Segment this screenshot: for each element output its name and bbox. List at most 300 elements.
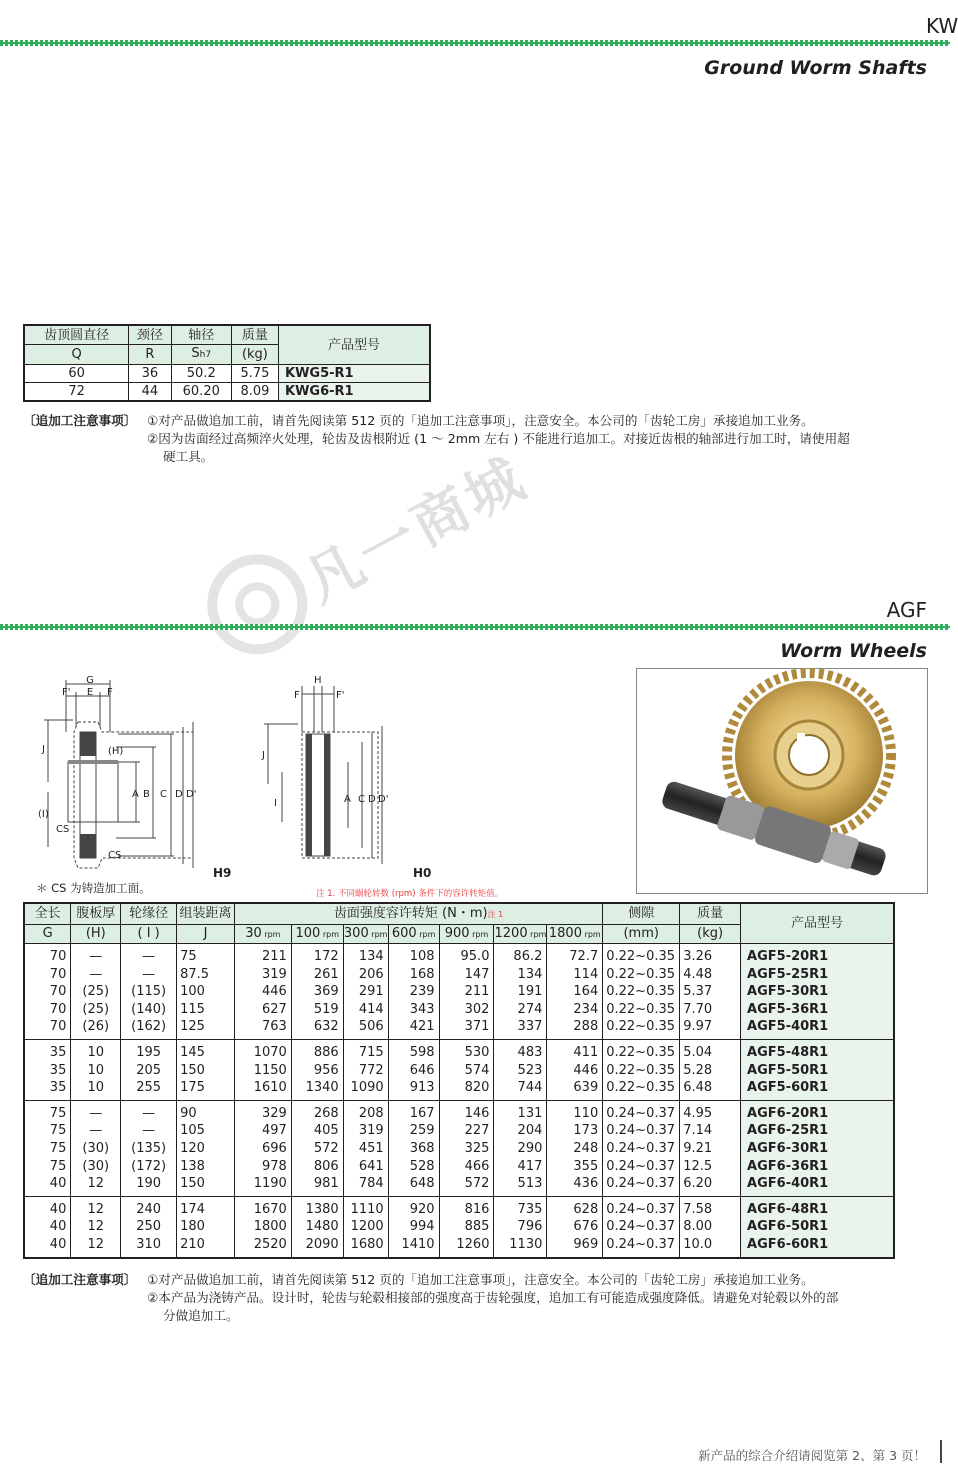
cell-value: 138 xyxy=(180,1158,205,1174)
cell-value: 5.28 xyxy=(683,1062,713,1078)
cell-value: 125 xyxy=(180,1019,205,1035)
cell-value: 497 xyxy=(261,1123,287,1139)
cell-t300 xyxy=(343,1100,388,1196)
cell-value: 40 xyxy=(49,1219,67,1235)
cell-value: 72.7 xyxy=(569,949,599,964)
cell-value: 628 xyxy=(573,1201,599,1217)
cell-value: 0.22~0.35 xyxy=(606,984,676,1000)
cell-value: 190 xyxy=(136,1176,162,1192)
torque-header: 齿面强度容许转矩 (N・m)注 1 xyxy=(234,903,602,925)
cell-bl xyxy=(603,944,680,1040)
cell-value: 145 xyxy=(180,1044,205,1060)
col-i-symbol: ( I ) xyxy=(121,925,177,944)
cell-value: 8.00 xyxy=(683,1219,713,1235)
cell-value: 9.97 xyxy=(683,1019,713,1035)
cell-value: AGF6-48R1 xyxy=(747,1201,829,1217)
cell-value: — xyxy=(89,949,103,964)
col-backlash-header: 侧隙 xyxy=(603,903,680,925)
cell-value: 574 xyxy=(464,1062,490,1078)
col-backlash-unit: (mm) xyxy=(603,925,680,944)
cell-value: 1670 xyxy=(253,1201,287,1217)
cell-value: — xyxy=(142,1105,156,1121)
cell-value: 0.22~0.35 xyxy=(606,1080,676,1096)
cell-value: 763 xyxy=(261,1019,287,1035)
label-f: F xyxy=(107,687,113,698)
cell-value: 319 xyxy=(358,1123,384,1139)
label-a: A xyxy=(132,789,139,800)
label-f-prime: F' xyxy=(62,687,71,698)
cell-value: 7.58 xyxy=(683,1201,713,1217)
worm-shaft-table xyxy=(23,324,431,402)
col-q-symbol: Q xyxy=(24,345,129,365)
cell-value: 174 xyxy=(180,1201,205,1217)
cell-t600 xyxy=(388,1100,439,1196)
cell-value: 735 xyxy=(517,1201,543,1217)
cell-value: 1110 xyxy=(350,1201,384,1217)
cell-value: 0.22~0.35 xyxy=(606,1044,676,1060)
cell-kg: 8.09 xyxy=(231,383,278,402)
cell-j xyxy=(177,1100,235,1196)
cell-value: 180 xyxy=(180,1219,205,1235)
cell-value: 2520 xyxy=(253,1236,287,1252)
col-s-symbol: Sh7 xyxy=(171,345,231,365)
label-b: B xyxy=(143,789,150,800)
cell-value: 75 xyxy=(180,949,197,964)
table-row xyxy=(24,365,430,383)
rpm-30-header: 30 rpm xyxy=(234,925,291,944)
cell-value: (25) xyxy=(82,1001,110,1017)
label-g: G xyxy=(86,675,94,686)
cell-value: 417 xyxy=(517,1158,543,1174)
col-model-header: 产品型号 xyxy=(741,903,894,944)
cell-value: 0.24~0.37 xyxy=(606,1105,676,1121)
col-model-header: 产品型号 xyxy=(279,325,431,365)
label-a: A xyxy=(344,794,351,805)
cell-value: 146 xyxy=(464,1105,490,1121)
rpm-1800-header: 1800 rpm xyxy=(547,925,603,944)
label-f: F xyxy=(294,690,300,701)
cell-value: (25) xyxy=(82,984,110,1000)
cell-value: AGF6-50R1 xyxy=(747,1219,829,1235)
cell-value: (30) xyxy=(82,1140,110,1156)
cell-i xyxy=(121,944,177,1040)
cell-value: 0.24~0.37 xyxy=(606,1176,676,1192)
section-subtitle-worm-wheels: Worm Wheels xyxy=(780,640,927,662)
cell-value: 7.70 xyxy=(683,1001,713,1017)
section-divider-agf xyxy=(0,624,950,630)
cell-value: 240 xyxy=(136,1201,162,1217)
cell-value: AGF5-40R1 xyxy=(747,1019,829,1035)
series-code-kw: KW xyxy=(926,14,958,38)
cell-value: 1070 xyxy=(253,1044,287,1060)
cell-value: 483 xyxy=(517,1044,543,1060)
cell-value: 5.37 xyxy=(683,984,713,1000)
cell-value: (30) xyxy=(82,1158,110,1174)
cell-value: 885 xyxy=(464,1219,490,1235)
cell-value: 451 xyxy=(358,1140,384,1156)
cell-value: 114 xyxy=(573,966,599,982)
cell-t30 xyxy=(234,1039,291,1100)
col-h-symbol: (H) xyxy=(71,925,121,944)
cell-value: 0.24~0.37 xyxy=(606,1201,676,1217)
cell-value: 10.0 xyxy=(683,1236,713,1252)
worm-gear-image-icon xyxy=(637,669,927,893)
cell-value: AGF6-60R1 xyxy=(747,1236,829,1252)
cell-value: 6.48 xyxy=(683,1080,713,1096)
label-c: C xyxy=(358,794,365,805)
cell-model: KWG6-R1 xyxy=(279,383,431,402)
col-q-header: 齿顶圆直径 xyxy=(24,325,129,345)
cell-value: 87.5 xyxy=(180,966,210,982)
cell-t300 xyxy=(343,944,388,1040)
cell-value: 421 xyxy=(409,1019,435,1035)
cell-value: 466 xyxy=(464,1158,490,1174)
cell-value: 446 xyxy=(573,1062,599,1078)
cell-value: 10 xyxy=(87,1062,105,1078)
cell-value: 274 xyxy=(517,1001,543,1017)
cell-value: AGF5-48R1 xyxy=(747,1044,829,1060)
label-h: (H) xyxy=(108,746,124,757)
cell-value: 0.24~0.37 xyxy=(606,1236,676,1252)
label-d: D xyxy=(175,789,183,800)
torque-footnote: 注 1. 不同蜗轮转数 (rpm) 条件下的容许转矩值。 xyxy=(316,889,504,899)
cell-value: 205 xyxy=(136,1062,162,1078)
cell-value: 167 xyxy=(409,1105,435,1121)
cell-value: 172 xyxy=(313,949,339,964)
cell-value: 506 xyxy=(358,1019,384,1035)
cell-t900 xyxy=(439,1100,494,1196)
watermark-text: 凡一商城 xyxy=(295,445,538,616)
cell-t1200 xyxy=(494,944,547,1040)
cell-value: 1410 xyxy=(401,1236,435,1252)
label-cs-2: CS xyxy=(108,850,122,861)
cell-value: 70 xyxy=(49,1001,67,1017)
note-line: ②因为齿面经过高频淬火处理，轮齿及齿根附近 (1 ～ 2mm 左右 ) 不能进行追加工。对接近齿根的轴部进行加工时，请使用超 xyxy=(147,431,850,446)
cell-value: 191 xyxy=(517,984,543,1000)
cell-value: 75 xyxy=(49,1105,67,1121)
cell-value: 411 xyxy=(573,1044,599,1060)
cell-value: 1200 xyxy=(350,1219,384,1235)
cell-value: 436 xyxy=(573,1176,599,1192)
rpm-900-header: 900 rpm xyxy=(439,925,494,944)
cell-t600 xyxy=(388,1196,439,1257)
cell-value: 206 xyxy=(358,966,384,982)
label-d: D xyxy=(368,794,376,805)
h9-label: H9 xyxy=(213,866,232,880)
cell-t1800 xyxy=(547,1039,603,1100)
cell-value: 0.24~0.37 xyxy=(606,1140,676,1156)
cell-value: 70 xyxy=(49,1019,67,1035)
cell-value: 147 xyxy=(464,966,490,982)
cell-value: 696 xyxy=(261,1140,287,1156)
cell-value: 920 xyxy=(409,1201,435,1217)
cell-value: 641 xyxy=(358,1158,384,1174)
cell-value: (172) xyxy=(131,1158,167,1174)
cell-value: 12.5 xyxy=(683,1158,713,1174)
cell-value: AGF5-50R1 xyxy=(747,1062,829,1078)
cell-value: 12 xyxy=(87,1201,105,1217)
table-row-group xyxy=(24,1196,894,1257)
note-body xyxy=(147,1271,937,1325)
cell-value: 0.24~0.37 xyxy=(606,1158,676,1174)
cell-h xyxy=(71,1100,121,1196)
cell-value: 0.22~0.35 xyxy=(606,1062,676,1078)
cell-value: 100 xyxy=(180,984,205,1000)
cell-value: 110 xyxy=(573,1105,599,1121)
cell-s: 50.2 xyxy=(171,365,231,383)
label-i: (I) xyxy=(38,809,49,820)
cell-value: 523 xyxy=(517,1062,543,1078)
cell-model: KWG5-R1 xyxy=(279,365,431,383)
col-g-header: 全长 xyxy=(24,903,71,925)
cell-value: 1480 xyxy=(305,1219,339,1235)
cell-t900 xyxy=(439,1196,494,1257)
cell-value: 250 xyxy=(136,1219,162,1235)
h9-dimension-drawing xyxy=(28,672,243,882)
cell-value: AGF5-20R1 xyxy=(747,949,829,964)
col-i-header: 轮缘径 xyxy=(121,903,177,925)
label-e: E xyxy=(86,687,94,698)
h0-label: H0 xyxy=(413,866,432,880)
cell-value: 115 xyxy=(180,1001,205,1017)
cell-value: 208 xyxy=(358,1105,384,1121)
cell-value: — xyxy=(142,966,156,982)
note-label: 〔追加工注意事项〕 xyxy=(23,1272,137,1287)
note-line: ①对产品做追加工前，请首先阅读第 512 页的「追加工注意事项」，注意安全。本公司的「齿轮工房」承接追加工业务。 xyxy=(147,413,814,428)
cell-value: AGF5-60R1 xyxy=(747,1080,829,1096)
col-h-header: 腹板厚 xyxy=(71,903,121,925)
cell-value: 173 xyxy=(573,1123,599,1139)
cell-t1800 xyxy=(547,944,603,1040)
label-cs: CS xyxy=(56,824,70,835)
cell-value: 329 xyxy=(261,1105,287,1121)
section-subtitle-worm-shafts: Ground Worm Shafts xyxy=(704,57,927,79)
watermark-logo-icon xyxy=(183,530,332,679)
cell-value: 234 xyxy=(573,1001,599,1017)
label-d-prime: D' xyxy=(378,794,389,805)
label-c: C xyxy=(160,789,167,800)
h0-dimension-drawing xyxy=(258,672,408,882)
cell-value: 676 xyxy=(573,1219,599,1235)
cell-s: 60.20 xyxy=(171,383,231,402)
cell-value: 368 xyxy=(409,1140,435,1156)
cell-t300 xyxy=(343,1039,388,1100)
cell-value: 288 xyxy=(573,1019,599,1035)
cell-value: 2090 xyxy=(305,1236,339,1252)
cell-value: 956 xyxy=(313,1062,339,1078)
cell-value: (140) xyxy=(131,1001,167,1017)
note-line: 分做追加工。 xyxy=(163,1308,239,1323)
cell-value: 35 xyxy=(49,1062,67,1078)
cell-value: 1130 xyxy=(509,1236,543,1252)
label-h: H xyxy=(314,675,322,686)
cell-model xyxy=(741,1039,894,1100)
cell-q: 60 xyxy=(24,365,129,383)
cell-t1200 xyxy=(494,1100,547,1196)
cell-value: 0.24~0.37 xyxy=(606,1219,676,1235)
cell-j xyxy=(177,1196,235,1257)
cell-value: 248 xyxy=(573,1140,599,1156)
col-j-symbol: J xyxy=(177,925,235,944)
cell-g xyxy=(24,944,71,1040)
cell-value: 1260 xyxy=(456,1236,490,1252)
cell-value: 227 xyxy=(464,1123,490,1139)
cell-value: 12 xyxy=(87,1219,105,1235)
cell-value: 0.22~0.35 xyxy=(606,1019,676,1035)
label-d-prime: D' xyxy=(186,789,197,800)
cell-value: 0.22~0.35 xyxy=(606,966,676,982)
cell-bl xyxy=(603,1039,680,1100)
cell-value: 519 xyxy=(313,1001,339,1017)
cell-value: AGF5-30R1 xyxy=(747,984,829,1000)
footer-note: 新产品的综合介绍请阅览第 2、第 3 页！ xyxy=(698,1448,926,1463)
cell-i xyxy=(121,1039,177,1100)
cell-model xyxy=(741,944,894,1040)
cs-note: ＊ CS 为铸造加工面。 xyxy=(36,881,151,895)
cell-value: — xyxy=(89,1123,103,1139)
cell-value: 204 xyxy=(517,1123,543,1139)
cell-value: 3.26 xyxy=(683,949,713,964)
col-kg-unit: (kg) xyxy=(680,925,741,944)
cell-value: 134 xyxy=(358,949,384,964)
cell-value: 40 xyxy=(49,1176,67,1192)
cell-value: AGF6-36R1 xyxy=(747,1158,829,1174)
cell-value: AGF6-40R1 xyxy=(747,1176,829,1192)
cell-value: 35 xyxy=(49,1080,67,1096)
cell-value: 355 xyxy=(573,1158,599,1174)
cell-bl xyxy=(603,1100,680,1196)
cell-value: 627 xyxy=(261,1001,287,1017)
cell-value: 337 xyxy=(517,1019,543,1035)
cell-value: AGF5-25R1 xyxy=(747,966,829,982)
cell-kg xyxy=(680,1039,741,1100)
cell-t1200 xyxy=(494,1039,547,1100)
cell-value: 7.14 xyxy=(683,1123,713,1139)
note-line: ②本产品为浇铸产品。设计时，轮齿与轮毂相接部的强度高于齿轮强度，追加工有可能造成强度降低。请避免对轮毂以外的部 xyxy=(147,1290,839,1305)
cell-value: 319 xyxy=(261,966,287,982)
col-kg-symbol: (kg) xyxy=(231,345,278,365)
cell-value: 572 xyxy=(464,1176,490,1192)
cell-value: 446 xyxy=(261,984,287,1000)
label-i: I xyxy=(274,798,277,809)
cell-value: 168 xyxy=(409,966,435,982)
col-s-header: 轴径 xyxy=(171,325,231,345)
section-divider-top xyxy=(0,40,950,46)
cell-t300 xyxy=(343,1196,388,1257)
col-r-symbol: R xyxy=(129,345,172,365)
cell-value: 211 xyxy=(261,949,287,964)
cell-value: 9.21 xyxy=(683,1140,713,1156)
cell-value: 10 xyxy=(87,1044,105,1060)
note-line: ①对产品做追加工前，请首先阅读第 512 页的「追加工注意事项」，注意安全。本公司的「齿轮工房」承接追加工业务。 xyxy=(147,1272,814,1287)
cell-value: 261 xyxy=(313,966,339,982)
cell-value: 5.04 xyxy=(683,1044,713,1060)
cell-value: 150 xyxy=(180,1062,205,1078)
cell-value: 239 xyxy=(409,984,435,1000)
cell-value: (135) xyxy=(131,1140,167,1156)
cell-value: 164 xyxy=(573,984,599,1000)
cell-value: 639 xyxy=(573,1080,599,1096)
table-row-group xyxy=(24,944,894,1040)
label-f-prime: F' xyxy=(336,690,345,701)
cell-g xyxy=(24,1100,71,1196)
cell-kg xyxy=(680,944,741,1040)
cell-value: 646 xyxy=(409,1062,435,1078)
cell-value: 528 xyxy=(409,1158,435,1174)
cell-value: 0.24~0.37 xyxy=(606,1123,676,1139)
cell-value: 0.22~0.35 xyxy=(606,1001,676,1017)
cell-value: 40 xyxy=(49,1236,67,1252)
note-line: 硬工具。 xyxy=(163,449,214,464)
cell-value: 648 xyxy=(409,1176,435,1192)
cell-value: — xyxy=(89,966,103,982)
cell-value: 211 xyxy=(464,984,490,1000)
cell-t30 xyxy=(234,1196,291,1257)
cell-value: 1800 xyxy=(253,1219,287,1235)
cell-value: 90 xyxy=(180,1105,197,1121)
cell-value: 796 xyxy=(517,1219,543,1235)
cell-value: 816 xyxy=(464,1201,490,1217)
cell-g xyxy=(24,1196,71,1257)
col-j-header: 组装距离 xyxy=(177,903,235,925)
cell-t900 xyxy=(439,1039,494,1100)
cell-value: 70 xyxy=(49,949,67,964)
cell-value: (26) xyxy=(82,1019,110,1035)
cell-value: 75 xyxy=(49,1123,67,1139)
cell-value: — xyxy=(142,1123,156,1139)
cell-t600 xyxy=(388,944,439,1040)
worm-wheel-photo xyxy=(636,668,928,894)
cell-t100 xyxy=(291,1196,343,1257)
cell-h xyxy=(71,1196,121,1257)
cell-value: 1380 xyxy=(305,1201,339,1217)
cell-kg: 5.75 xyxy=(231,365,278,383)
cell-value: 1680 xyxy=(350,1236,384,1252)
cell-value: AGF5-36R1 xyxy=(747,1001,829,1017)
cell-value: 12 xyxy=(87,1176,105,1192)
cell-kg xyxy=(680,1196,741,1257)
cell-value: 0.22~0.35 xyxy=(606,949,676,964)
cell-t100 xyxy=(291,1039,343,1100)
cell-value: 325 xyxy=(464,1140,490,1156)
col-r-header: 颈径 xyxy=(129,325,172,345)
cell-t100 xyxy=(291,1100,343,1196)
cell-t900 xyxy=(439,944,494,1040)
cell-model xyxy=(741,1196,894,1257)
cell-value: 40 xyxy=(49,1201,67,1217)
cell-value: 302 xyxy=(464,1001,490,1017)
note-body xyxy=(147,412,937,466)
cell-value: 210 xyxy=(180,1236,205,1252)
cell-value: 6.20 xyxy=(683,1176,713,1192)
cell-r: 36 xyxy=(129,365,172,383)
cell-t1200 xyxy=(494,1196,547,1257)
note-label: 〔追加工注意事项〕 xyxy=(23,413,137,428)
cell-j xyxy=(177,944,235,1040)
cell-t30 xyxy=(234,944,291,1040)
table-row-group xyxy=(24,1100,894,1196)
cell-value: 4.48 xyxy=(683,966,713,982)
cell-value: 195 xyxy=(136,1044,162,1060)
cell-value: 969 xyxy=(573,1236,599,1252)
cell-value: 150 xyxy=(180,1176,205,1192)
cell-i xyxy=(121,1100,177,1196)
cell-value: 291 xyxy=(358,984,384,1000)
cell-value: 994 xyxy=(409,1219,435,1235)
cell-kg xyxy=(680,1100,741,1196)
cell-q: 72 xyxy=(24,383,129,402)
cell-value: 981 xyxy=(313,1176,339,1192)
